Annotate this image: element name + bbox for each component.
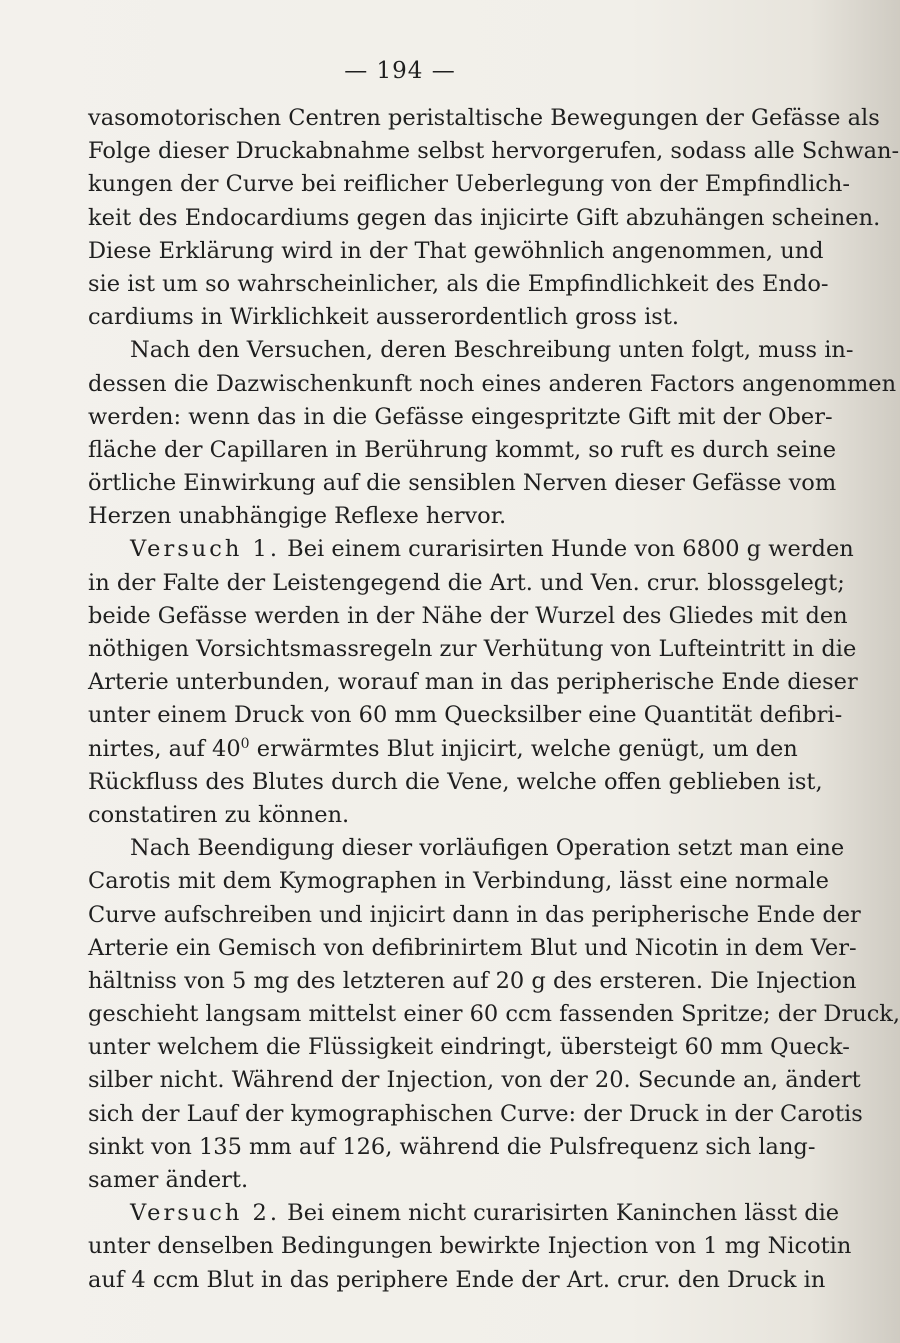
- text-line: kungen der Curve bei reiflicher Ueberlegung von der Empfindlich-: [88, 171, 850, 198]
- text-line: unter welchem die Flüssigkeit eindringt, übersteigt 60 mm Queck-: [88, 1034, 850, 1061]
- text-line: Carotis mit dem Kymographen in Verbindung, lässt eine normale: [88, 868, 829, 895]
- text-line: [88, 533, 854, 566]
- text-line: Nach Beendigung dieser vorläufigen Operation setzt man eine: [130, 835, 845, 862]
- text-line: vasomotorischen Centren peristaltische Bewegungen der Gefässe als: [88, 105, 880, 131]
- text-fragment: Bei einem curarisirten Hunde von 6800 g werden: [287, 536, 854, 563]
- text-line: Curve aufschreiben und injicirt dann in das peripherische Ende der: [88, 901, 861, 928]
- text-line: unter einem Druck von 60 mm Quecksilber eine Quantität defibri-: [88, 702, 843, 729]
- text-line: Arterie ein Gemisch von defibrinirtem Blut und Nicotin in dem Ver-: [88, 934, 857, 961]
- text-line: [88, 1197, 840, 1230]
- text-line: werden: wenn das in die Gefässe eingespritzte Gift mit der Ober-: [88, 403, 833, 430]
- text-line: Arterie unterbunden, worauf man in das peripherische Ende dieser: [88, 669, 858, 696]
- text-line: nöthigen Vorsichtsmassregeln zur Verhütung von Lufteintritt in die: [88, 636, 857, 662]
- text-line: [88, 733, 798, 766]
- text-line: fläche der Capillaren in Berührung kommt, so ruft es durch seine: [88, 436, 837, 463]
- text-line: in der Falte der Leistengegend die Art. und Ven. crur. blossgelegt;: [88, 569, 845, 596]
- text-line: hältniss von 5 mg des letzteren auf 20 g des ersteren. Die Injection: [88, 967, 857, 994]
- text-line: Folge dieser Druckabnahme selbst hervorgerufen, sodass alle Schwan-: [88, 138, 900, 165]
- text-fragment: Bei einem nicht curarisirten Kaninchen lässt die: [287, 1200, 840, 1227]
- text-line: cardiums in Wirklichkeit ausserordentlich gross ist.: [88, 304, 680, 331]
- text-line: geschieht langsam mittelst einer 60 ccm fassenden Spritze; der Druck,: [88, 1001, 900, 1028]
- page-number: — 194 —: [344, 58, 456, 84]
- body-text: [88, 102, 900, 1297]
- text-line: keit des Endocardiums gegen das injicirte Gift abzuhängen scheinen.: [88, 204, 881, 231]
- text-line: örtliche Einwirkung auf die sensiblen Nerven dieser Gefässe vom: [88, 470, 837, 497]
- degree-superscript: 0: [240, 735, 250, 752]
- text-line: unter denselben Bedingungen bewirkte Injection von 1 mg Nicotin: [88, 1233, 852, 1260]
- text-line: silber nicht. Während der Injection, von der 20. Secunde an, ändert: [88, 1067, 861, 1094]
- text-line: samer ändert.: [88, 1167, 249, 1193]
- text-line: Rückfluss des Blutes durch die Vene, welche offen geblieben ist,: [88, 768, 823, 795]
- text-line: Herzen unabhängige Reflexe hervor.: [88, 503, 507, 530]
- text-line: sinkt von 135 mm auf 126, während die Pulsfrequenz sich lang-: [88, 1133, 816, 1160]
- text-line: Nach den Versuchen, deren Beschreibung unten folgt, muss in-: [130, 337, 854, 364]
- text-line: sich der Lauf der kymographischen Curve: der Druck in der Carotis: [88, 1100, 863, 1127]
- experiment-label: Versuch 1.: [130, 536, 281, 563]
- text-fragment: nirtes, auf 40: [88, 735, 241, 762]
- text-line: dessen die Dazwischenkunft noch eines anderen Factors angenommen: [88, 370, 897, 397]
- text-line: auf 4 ccm Blut in das periphere Ende der Art. crur. den Druck in: [88, 1266, 826, 1293]
- text-line: constatiren zu können.: [88, 801, 350, 828]
- experiment-label: Versuch 2.: [130, 1200, 281, 1227]
- text-line: sie ist um so wahrscheinlicher, als die Empfindlichkeit des Endo-: [88, 270, 829, 297]
- text-fragment: erwärmtes Blut injicirt, welche genügt, um den: [256, 735, 798, 762]
- text-line: Diese Erklärung wird in der That gewöhnlich angenommen, und: [88, 237, 824, 264]
- text-line: beide Gefässe werden in der Nähe der Wurzel des Gliedes mit den: [88, 602, 848, 629]
